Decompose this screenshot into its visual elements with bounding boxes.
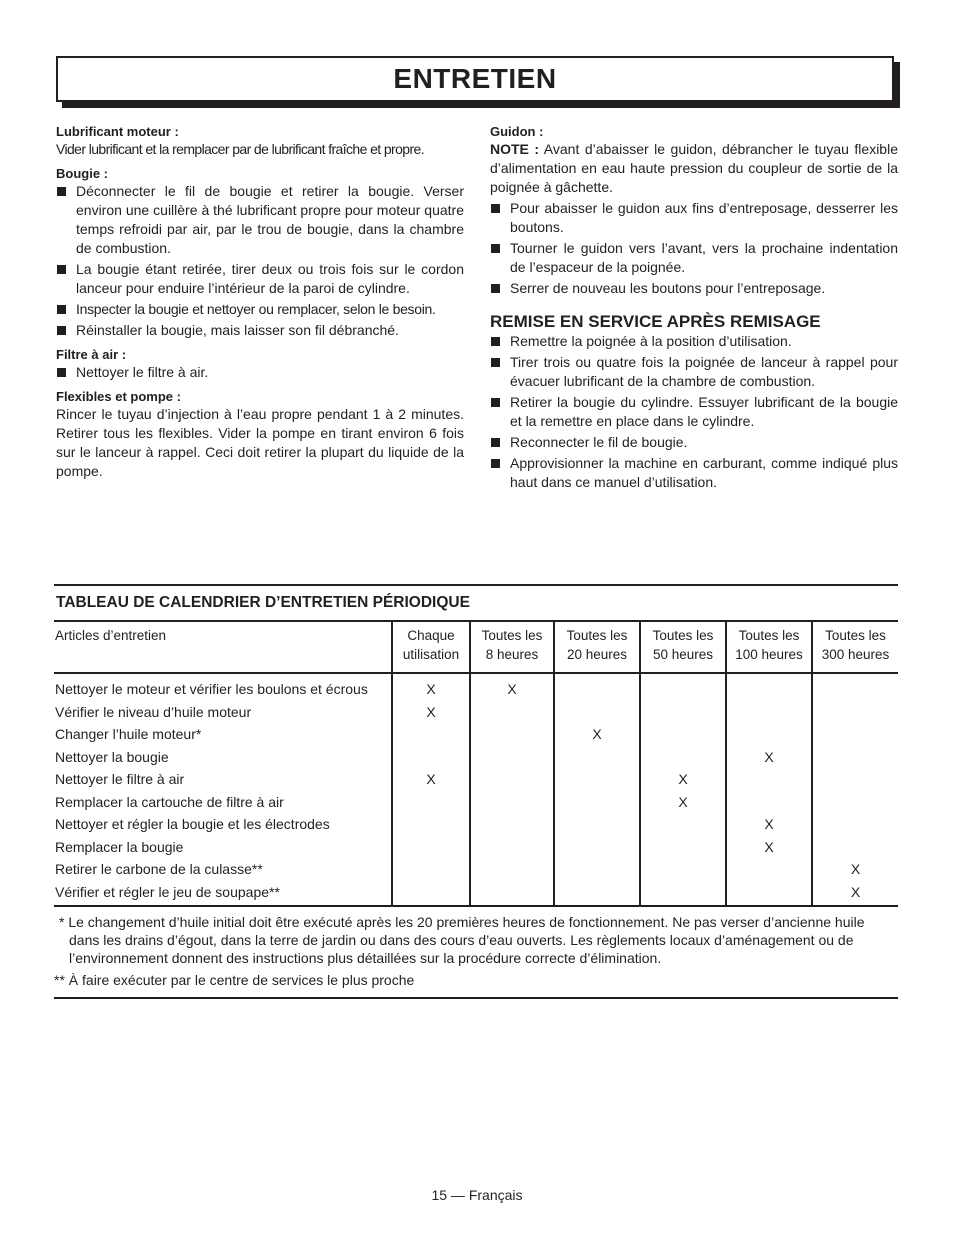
interval-mark	[554, 813, 640, 836]
interval-mark	[726, 673, 812, 701]
interval-mark: X	[640, 791, 726, 814]
interval-mark	[812, 673, 898, 701]
header-line: utilisation	[402, 647, 460, 662]
interval-mark	[812, 746, 898, 769]
interval-mark	[392, 746, 470, 769]
interval-mark	[392, 791, 470, 814]
maintenance-item: Vérifier et régler le jeu de soupape**	[54, 881, 392, 907]
table-row	[54, 881, 898, 907]
header-line: Toutes les	[481, 628, 543, 643]
interval-mark	[470, 858, 554, 881]
footnotes	[54, 907, 898, 999]
header-line: Articles d’entretien	[55, 628, 167, 643]
list-item-text: Retirer la bougie du cylindre. Essuyer lubrificant de la bougie et la remettre en place dans le cylindre.	[510, 394, 898, 429]
square-bullet-icon	[491, 398, 500, 407]
list-item	[490, 393, 898, 431]
interval-mark	[726, 858, 812, 881]
table-row	[54, 673, 898, 701]
interval-mark	[470, 723, 554, 746]
interval-mark	[392, 813, 470, 836]
header-cell	[470, 622, 554, 673]
table-row	[54, 791, 898, 814]
square-bullet-icon	[57, 265, 66, 274]
interval-mark	[812, 791, 898, 814]
list-item	[490, 433, 898, 452]
header-cell	[392, 622, 470, 673]
list-item	[490, 279, 898, 298]
list-item-text: Inspecter la bougie et nettoyer ou remplacer, selon le besoin.	[76, 301, 436, 317]
table-row	[54, 813, 898, 836]
maintenance-item: Nettoyer la bougie	[55, 748, 169, 765]
list-item	[490, 353, 898, 391]
interval-mark	[554, 836, 640, 859]
list-item	[490, 454, 898, 492]
interval-mark	[392, 881, 470, 907]
maintenance-item: Retirer le carbone de la culasse**	[55, 861, 263, 877]
interval-mark	[554, 768, 640, 791]
table-row	[54, 768, 898, 791]
table-row	[54, 746, 898, 769]
interval-mark	[726, 791, 812, 814]
table-row	[54, 701, 898, 724]
lubrifiant-heading: Lubrificant moteur :	[56, 124, 179, 139]
interval-mark	[470, 768, 554, 791]
remise-heading: REMISE EN SERVICE APRÈS REMISAGE	[490, 312, 821, 331]
interval-mark: X	[470, 673, 554, 701]
interval-mark	[470, 701, 554, 724]
header-line: Toutes les	[566, 628, 628, 643]
table-row	[54, 858, 898, 881]
interval-mark	[640, 813, 726, 836]
footnote-oil: * Le changement d’huile initial doit être exécuté après les 20 premières heures de fonctionnement. Ne pas verser d’ancienne huile dans les drains d’égout, dans la terre de jardin ou dans des cours d’eau ouverts. Les règlements locaux d’aménagement ou de l’environnement donnent des instructions plus détaillées sur la procédure correcte d’élimination.	[59, 914, 865, 966]
header-cell	[812, 622, 898, 673]
list-item-text: Déconnecter le fil de bougie et retirer la bougie. Verser environ une cuillère à thé lubrificant propre pour moteur quatre temps refroidi par air, par le trou de bougie, dans la chambre de combustion.	[76, 183, 464, 256]
square-bullet-icon	[491, 284, 500, 293]
list-item-text: Reconnecter le fil de bougie.	[510, 434, 688, 450]
table-header-row	[54, 622, 898, 673]
interval-mark	[640, 746, 726, 769]
header-line: Toutes les	[825, 628, 886, 643]
header-line: Toutes les	[738, 628, 800, 643]
maintenance-item: Nettoyer et régler la bougie et les électrodes	[55, 816, 330, 832]
page-title-box	[56, 56, 894, 102]
interval-mark	[554, 673, 640, 701]
list-item	[56, 321, 464, 340]
interval-mark: X	[726, 813, 812, 836]
list-item	[56, 260, 464, 298]
interval-mark: X	[392, 701, 470, 724]
note-label: NOTE :	[490, 141, 540, 157]
square-bullet-icon	[57, 368, 66, 377]
list-item	[490, 332, 898, 351]
square-bullet-icon	[57, 326, 66, 335]
header-line: Toutes les	[652, 628, 714, 643]
list-item-text: Pour abaisser le guidon aux fins d’entreposage, desserrer les boutons.	[510, 200, 898, 235]
header-line: 50 heures	[652, 647, 714, 662]
header-cell	[554, 622, 640, 673]
maintenance-item: Remplacer la cartouche de filtre à air	[55, 793, 284, 810]
square-bullet-icon	[491, 358, 500, 367]
schedule-title: TABLEAU DE CALENDRIER D’ENTRETIEN PÉRIODIQUE	[54, 586, 898, 622]
interval-mark	[726, 881, 812, 907]
interval-mark	[554, 701, 640, 724]
square-bullet-icon	[491, 438, 500, 447]
filtre-heading: Filtre à air :	[56, 347, 127, 362]
list-item-text: Tourner le guidon vers l’avant, vers la prochaine indentation de l’espaceur de la poignée.	[510, 240, 898, 275]
interval-mark	[554, 791, 640, 814]
interval-mark	[392, 723, 470, 746]
filtre-list	[56, 363, 464, 382]
interval-mark: X	[812, 881, 898, 907]
header-cell	[640, 622, 726, 673]
interval-mark	[640, 673, 726, 701]
schedule-body	[54, 673, 898, 906]
left-column	[56, 123, 464, 481]
list-item-text: Nettoyer le filtre à air.	[76, 364, 209, 380]
bougie-heading: Bougie :	[56, 166, 108, 181]
list-item-text: La bougie étant retirée, tirer deux ou trois fois sur le cordon lanceur pour enduire l’intérieur de la paroi de cylindre.	[76, 261, 464, 296]
square-bullet-icon	[57, 305, 66, 314]
square-bullet-icon	[491, 244, 500, 253]
interval-mark	[554, 881, 640, 907]
interval-mark: X	[640, 768, 726, 791]
table-row	[54, 723, 898, 746]
list-item-text: Approvisionner la machine en carburant, comme indiqué plus haut dans ce manuel d’utilisation.	[510, 455, 898, 490]
interval-mark: X	[726, 746, 812, 769]
header-line: Chaque	[407, 628, 455, 643]
square-bullet-icon	[57, 187, 66, 196]
header-line: 8 heures	[485, 647, 539, 662]
interval-mark	[470, 836, 554, 859]
interval-mark	[726, 701, 812, 724]
square-bullet-icon	[491, 204, 500, 213]
interval-mark	[640, 701, 726, 724]
square-bullet-icon	[491, 337, 500, 346]
interval-mark	[812, 701, 898, 724]
interval-mark	[812, 813, 898, 836]
interval-mark	[640, 881, 726, 907]
flexibles-text: Rincer le tuyau d’injection à l’eau propre pendant 1 à 2 minutes. Retirer tous les flexibles. Vider la pompe en tirant environ 6 fois sur le lanceur à rappel. Ceci doit retirer la plupart du liquide de la pompe.	[56, 406, 464, 479]
schedule-table	[54, 622, 898, 907]
footnote-service: ** À faire exécuter par le centre de services le plus proche	[54, 972, 415, 988]
guidon-list	[490, 199, 898, 298]
header-line: 20 heures	[566, 647, 628, 662]
interval-mark	[812, 768, 898, 791]
interval-mark	[554, 746, 640, 769]
table-row	[54, 836, 898, 859]
page-title: ENTRETIEN	[393, 63, 557, 94]
interval-mark	[640, 836, 726, 859]
list-item	[56, 363, 464, 382]
interval-mark: X	[726, 836, 812, 859]
maintenance-schedule	[54, 584, 898, 999]
header-line: 300 heures	[821, 647, 890, 662]
interval-mark	[392, 858, 470, 881]
header-line: 100 heures	[735, 647, 803, 662]
guidon-note	[490, 140, 898, 197]
interval-mark	[640, 858, 726, 881]
interval-mark	[470, 791, 554, 814]
list-item-text: Réinstaller la bougie, mais laisser son fil débranché.	[76, 322, 399, 338]
list-item-text: Remettre la poignée à la position d’utilisation.	[510, 333, 792, 349]
maintenance-item: Remplacer la bougie	[55, 838, 184, 855]
maintenance-item: Vérifier le niveau d’huile moteur	[55, 703, 252, 720]
interval-mark: X	[392, 673, 470, 701]
maintenance-item: Changer l’huile moteur*	[55, 726, 202, 742]
list-item-text: Tirer trois ou quatre fois la poignée de lanceur à rappel pour évacuer lubrificant de la chambre de combustion.	[510, 354, 898, 389]
interval-mark	[812, 723, 898, 746]
interval-mark	[554, 858, 640, 881]
interval-mark	[470, 813, 554, 836]
guidon-heading: Guidon :	[490, 124, 544, 139]
bougie-list	[56, 182, 464, 340]
lubrifiant-text: Vider lubrificant et la remplacer par de lubrificant fraîche et propre.	[56, 141, 425, 157]
right-column	[490, 123, 898, 494]
maintenance-item: Nettoyer le filtre à air	[55, 771, 185, 787]
interval-mark	[470, 746, 554, 769]
list-item	[56, 182, 464, 258]
remise-list	[490, 332, 898, 492]
interval-mark: X	[554, 723, 640, 746]
interval-mark	[812, 836, 898, 859]
maintenance-item: Nettoyer le moteur et vérifier les boulons et écrous	[55, 681, 368, 697]
page-footer: 15 — Français	[431, 1187, 523, 1203]
interval-mark: X	[812, 858, 898, 881]
header-cell	[726, 622, 812, 673]
square-bullet-icon	[491, 459, 500, 468]
header-cell	[54, 622, 392, 673]
interval-mark	[726, 723, 812, 746]
flexibles-heading: Flexibles et pompe :	[56, 389, 181, 404]
interval-mark	[640, 723, 726, 746]
list-item-text: Serrer de nouveau les boutons pour l’entreposage.	[510, 280, 826, 296]
interval-mark: X	[392, 768, 470, 791]
interval-mark	[470, 881, 554, 907]
interval-mark	[392, 836, 470, 859]
list-item	[490, 199, 898, 237]
list-item	[56, 300, 464, 319]
note-text: Avant d’abaisser le guidon, débrancher le tuyau flexible d’alimentation en eau haute pression du coupleur de sortie de la poignée à gâchette.	[490, 141, 898, 195]
list-item	[490, 239, 898, 277]
interval-mark	[726, 768, 812, 791]
